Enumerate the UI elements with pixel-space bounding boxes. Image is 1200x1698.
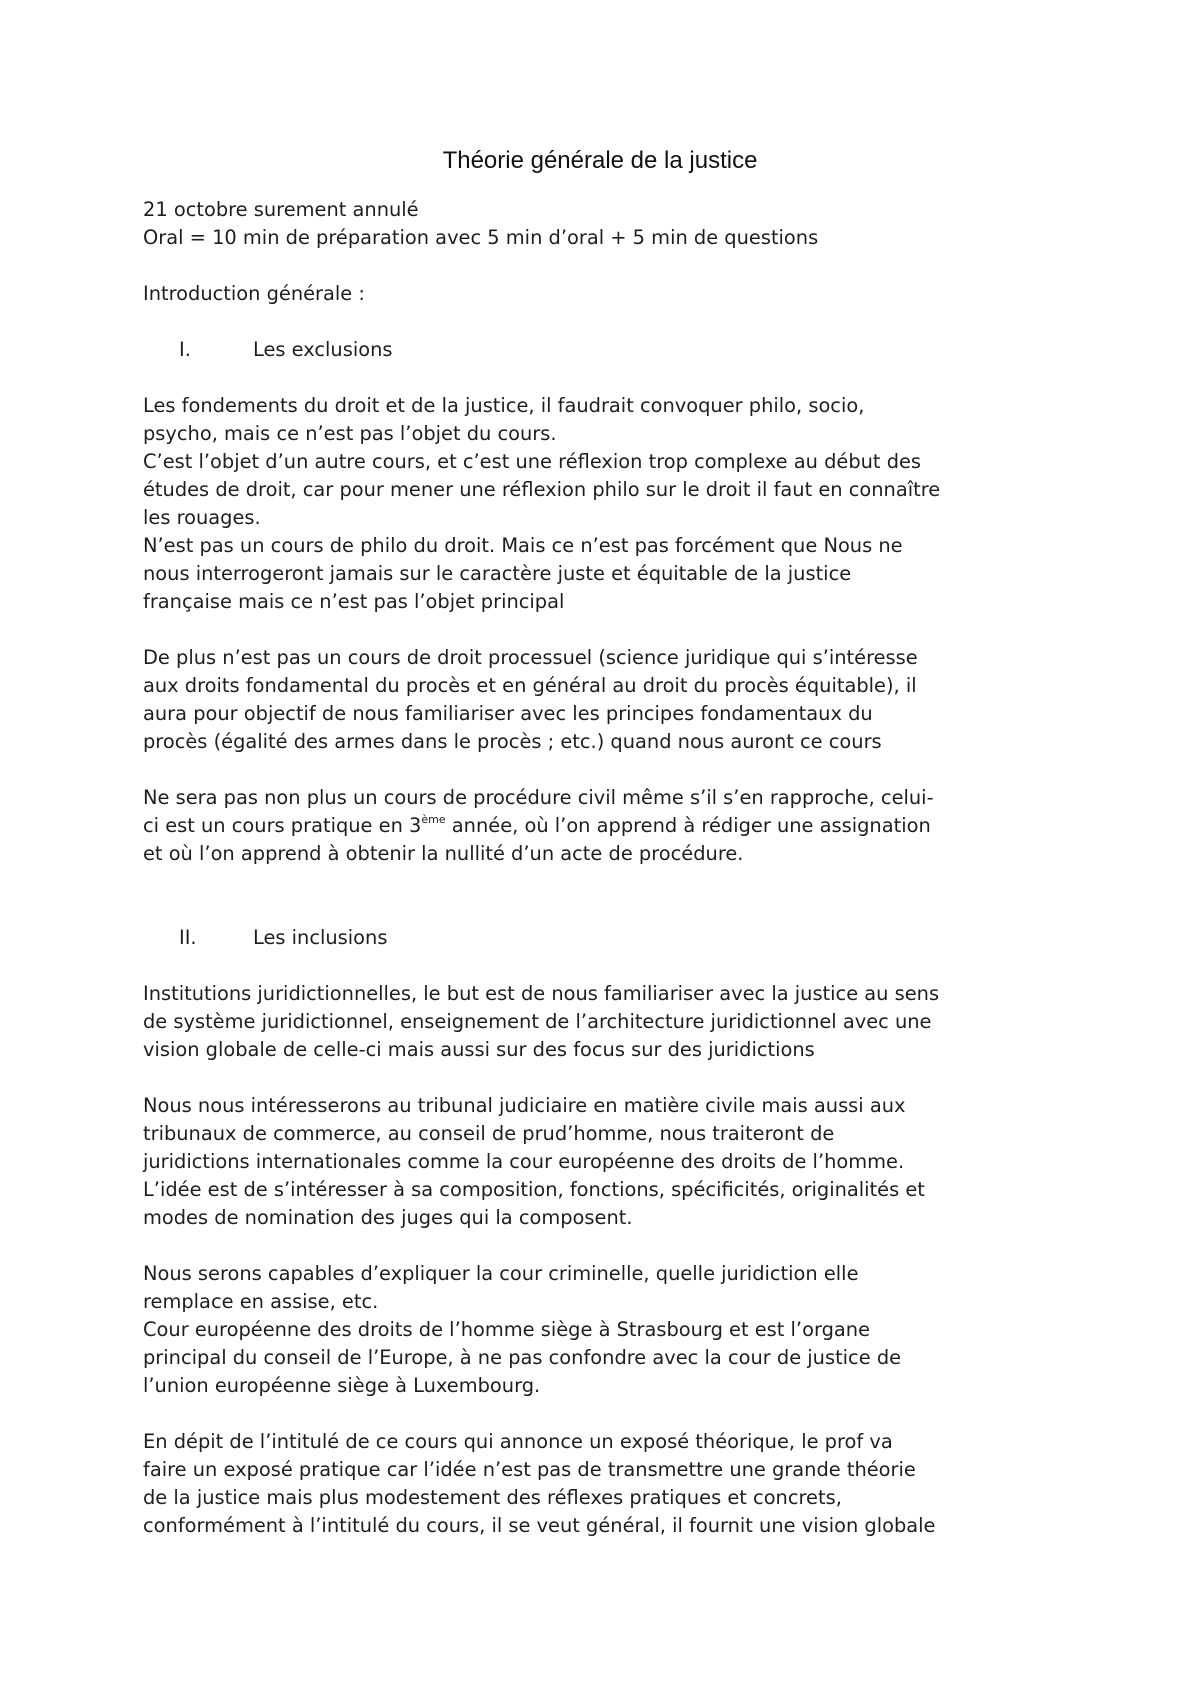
text-line: vision globale de celle-ci mais aussi sur des focus sur des juridictions: [143, 1038, 815, 1061]
text-line: Institutions juridictionnelles, le but est de nous familiariser avec la justice au sens: [143, 982, 940, 1005]
section-heading-exclusions: [143, 336, 1063, 364]
spacer: [143, 1232, 1063, 1260]
section-title: Les exclusions: [253, 338, 393, 361]
section-number: II.: [179, 926, 197, 949]
spacer: [143, 756, 1063, 784]
text-line: les rouages.: [143, 506, 261, 529]
document-title: Théorie générale de la justice: [442, 147, 758, 174]
intro-line: 21 octobre surement annulé: [143, 198, 419, 221]
section-number: I.: [179, 338, 191, 361]
intro-heading: Introduction générale :: [143, 282, 365, 305]
spacer: [143, 1064, 1063, 1092]
text-line: En dépit de l’intitulé de ce cours qui annonce un exposé théorique, le prof va: [143, 1430, 893, 1453]
spacer: [143, 364, 1063, 392]
document-body: [143, 196, 1063, 1540]
text-fragment: ci est un cours pratique en 3: [143, 814, 422, 837]
text-fragment: année, où l’on apprend à rédiger une assignation: [445, 814, 931, 837]
text-line: de la justice mais plus modestement des réflexes pratiques et concrets,: [143, 1486, 842, 1509]
section-title: Les inclusions: [253, 926, 388, 949]
text-line: procès (égalité des armes dans le procès ; etc.) quand nous auront ce cours: [143, 730, 882, 753]
paragraph: [143, 644, 1063, 756]
text-line: Les fondements du droit et de la justice, il faudrait convoquer philo, socio,: [143, 394, 865, 417]
text-line: aura pour objectif de nous familiariser avec les principes fondamentaux du: [143, 702, 873, 725]
text-line: études de droit, car pour mener une réflexion philo sur le droit il faut en connaître: [143, 478, 941, 501]
text-line: remplace en assise, etc.: [143, 1290, 379, 1313]
text-line: L’idée est de s’intéresser à sa composition, fonctions, spécificités, originalités et: [143, 1178, 925, 1201]
paragraph: [143, 784, 1063, 868]
text-line: tribunaux de commerce, au conseil de prud’homme, nous traiteront de: [143, 1122, 835, 1145]
paragraph: [143, 1428, 1063, 1540]
paragraph: [143, 1260, 1063, 1400]
section-heading-inclusions: [143, 924, 1063, 952]
text-line: De plus n’est pas un cours de droit processuel (science juridique qui s’intéresse: [143, 646, 918, 669]
text-line: conformément à l’intitulé du cours, il se veut général, il fournit une vision globale: [143, 1514, 936, 1537]
text-line: Nous nous intéresserons au tribunal judiciaire en matière civile mais aussi aux: [143, 1094, 906, 1117]
spacer: [143, 1400, 1063, 1428]
text-line: C’est l’objet d’un autre cours, et c’est une réflexion trop complexe au début des: [143, 450, 922, 473]
text-line: psycho, mais ce n’est pas l’objet du cours.: [143, 422, 557, 445]
text-line: et où l’on apprend à obtenir la nullité d’un acte de procédure.: [143, 842, 744, 865]
text-line: française mais ce n’est pas l’objet principal: [143, 590, 565, 613]
text-line: Ne sera pas non plus un cours de procédure civil même s’il s’en rapproche, celui-: [143, 786, 934, 809]
superscript: ème: [421, 813, 446, 826]
intro-line: Oral = 10 min de préparation avec 5 min d’oral + 5 min de questions: [143, 226, 819, 249]
text-line: nous interrogeront jamais sur le caractère juste et équitable de la justice: [143, 562, 852, 585]
text-line: modes de nomination des juges qui la composent.: [143, 1206, 633, 1229]
text-line: Cour européenne des droits de l’homme siège à Strasbourg et est l’organe: [143, 1318, 871, 1341]
paragraph: [143, 392, 1063, 616]
spacer: [143, 616, 1063, 644]
text-line: N’est pas un cours de philo du droit. Mais ce n’est pas forcément que Nous ne: [143, 534, 903, 557]
spacer: [143, 868, 1063, 924]
spacer: [143, 952, 1063, 980]
text-line: [143, 812, 1063, 840]
text-line: aux droits fondamental du procès et en général au droit du procès équitable), il: [143, 674, 917, 697]
text-line: principal du conseil de l’Europe, à ne pas confondre avec la cour de justice de: [143, 1346, 902, 1369]
spacer: [143, 308, 1063, 336]
paragraph: [143, 980, 1063, 1064]
text-line: faire un exposé pratique car l’idée n’est pas de transmettre une grande théorie: [143, 1458, 916, 1481]
spacer: [143, 252, 1063, 280]
text-line: Nous serons capables d’expliquer la cour criminelle, quelle juridiction elle: [143, 1262, 859, 1285]
paragraph: [143, 1092, 1063, 1232]
text-line: juridictions internationales comme la cour européenne des droits de l’homme.: [143, 1150, 905, 1173]
text-line: de système juridictionnel, enseignement de l’architecture juridictionnel avec une: [143, 1010, 932, 1033]
text-line: l’union européenne siège à Luxembourg.: [143, 1374, 541, 1397]
